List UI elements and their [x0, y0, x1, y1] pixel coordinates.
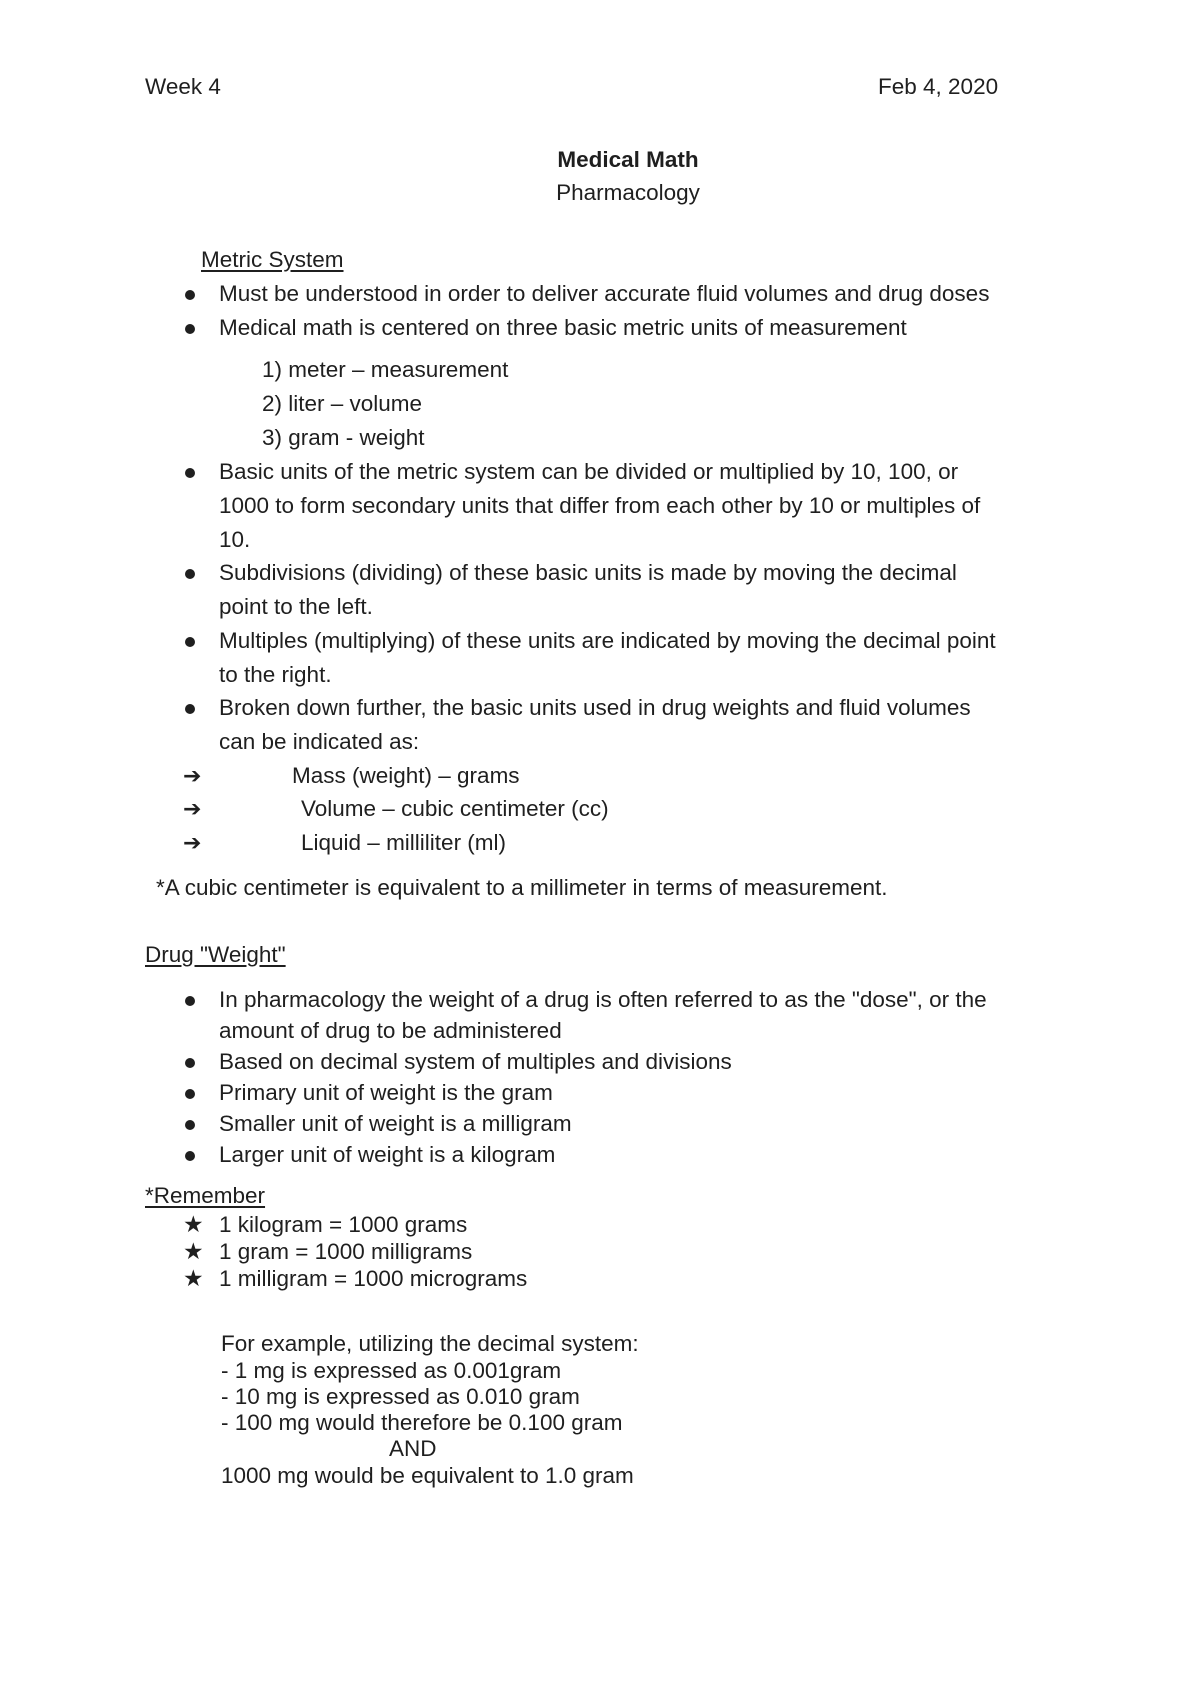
footnote-text: *A cubic centimeter is equivalent to a millimeter in terms of measurement.: [156, 875, 888, 900]
numbered-item: 1) meter – measurement: [262, 357, 509, 382]
example-line: - 100 mg would therefore be 0.100 gram: [221, 1410, 623, 1435]
bullet-icon: [185, 1089, 195, 1099]
header-week: Week 4: [145, 74, 221, 99]
list-item: Multiples (multiplying) of these units are indicated by moving the decimal point: [219, 628, 996, 653]
bullet-icon: [185, 324, 195, 334]
list-item: Must be understood in order to deliver accurate fluid volumes and drug doses: [219, 281, 990, 306]
page-subtitle: Pharmacology: [556, 180, 700, 205]
list-item-continued: amount of drug to be administered: [219, 1018, 562, 1043]
list-item: Primary unit of weight is the gram: [219, 1080, 553, 1105]
page-title: Medical Math: [557, 147, 699, 172]
section-heading-drug-weight: Drug "Weight": [145, 942, 286, 967]
list-item: Smaller unit of weight is a milligram: [219, 1111, 572, 1136]
bullet-icon: [185, 996, 195, 1006]
list-item-continued: 1000 to form secondary units that differ from each other by 10 or multiples of: [219, 493, 981, 518]
header-date: Feb 4, 2020: [878, 74, 999, 99]
list-item: Basic units of the metric system can be divided or multiplied by 10, 100, or: [219, 459, 959, 484]
bullet-icon: [185, 468, 195, 478]
bullet-icon: [185, 704, 195, 714]
bullet-icon: [185, 569, 195, 579]
list-item: Broken down further, the basic units used in drug weights and fluid volumes: [219, 695, 971, 720]
bullet-icon: [185, 1120, 195, 1130]
example-and: AND: [389, 1436, 437, 1461]
bullet-icon: [185, 637, 195, 647]
list-item-continued: to the right.: [219, 662, 332, 687]
list-item-continued: point to the left.: [219, 594, 373, 619]
example-line: - 10 mg is expressed as 0.010 gram: [221, 1384, 580, 1409]
list-item: Subdivisions (dividing) of these basic units is made by moving the decimal: [219, 560, 957, 585]
star-icon: ★: [183, 1211, 204, 1237]
arrow-right-icon: ➔: [183, 830, 202, 855]
arrow-item: Volume – cubic centimeter (cc): [301, 796, 609, 821]
section-heading-remember: *Remember: [145, 1183, 266, 1208]
star-icon: ★: [183, 1238, 204, 1264]
list-item-continued: 10.: [219, 527, 251, 552]
list-item: In pharmacology the weight of a drug is often referred to as the "dose", or the: [219, 987, 987, 1012]
bullet-icon: [185, 290, 195, 300]
example-intro: For example, utilizing the decimal system:: [221, 1331, 639, 1356]
bullet-icon: [185, 1151, 195, 1161]
arrow-item: Mass (weight) – grams: [292, 763, 520, 788]
arrow-right-icon: ➔: [183, 796, 202, 821]
list-item: Medical math is centered on three basic metric units of measurement: [219, 315, 907, 340]
arrow-right-icon: ➔: [183, 763, 202, 788]
list-item: Larger unit of weight is a kilogram: [219, 1142, 556, 1167]
list-item: 1 kilogram = 1000 grams: [219, 1212, 468, 1237]
numbered-item: 3) gram - weight: [262, 425, 425, 450]
numbered-item: 2) liter – volume: [262, 391, 423, 416]
example-line: 1000 mg would be equivalent to 1.0 gram: [221, 1463, 634, 1488]
star-icon: ★: [183, 1265, 204, 1291]
list-item-continued: can be indicated as:: [219, 729, 420, 754]
arrow-item: Liquid – milliliter (ml): [301, 830, 507, 855]
bullet-icon: [185, 1058, 195, 1068]
section-heading-metric-system: Metric System: [201, 247, 344, 272]
list-item: 1 gram = 1000 milligrams: [219, 1239, 473, 1264]
example-line: - 1 mg is expressed as 0.001gram: [221, 1358, 562, 1383]
list-item: Based on decimal system of multiples and divisions: [219, 1049, 732, 1074]
list-item: 1 milligram = 1000 micrograms: [219, 1266, 528, 1291]
